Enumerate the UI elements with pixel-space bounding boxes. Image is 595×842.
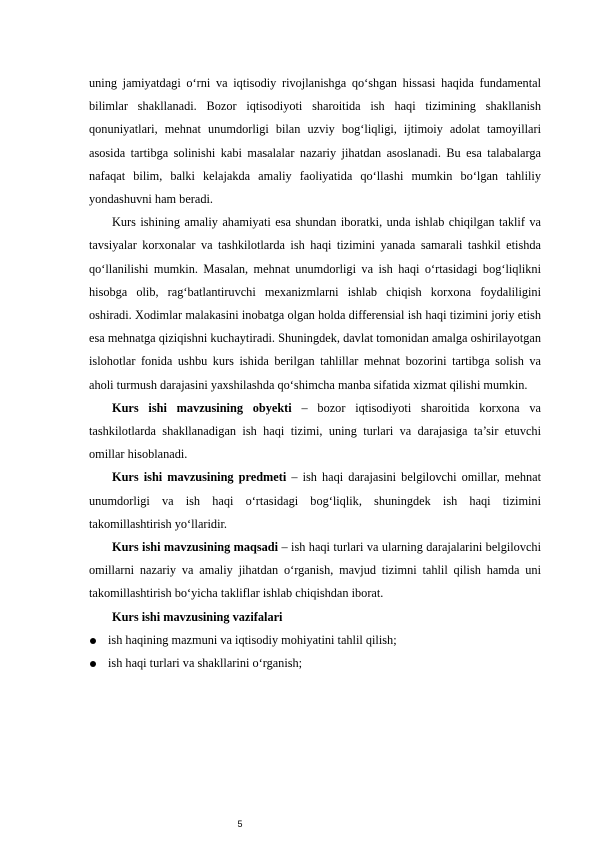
purpose-label: Kurs ishi mavzusining maqsadi: [112, 540, 279, 555]
list-item: [89, 629, 541, 652]
object-label: Kurs ishi mavzusining obyekti: [112, 400, 292, 415]
paragraph-practical-significance: Kurs ishining amaliy ahamiyati esa shundan iboratki, unda ishlab chiqilgan taklif va tavsiyalar korxonalar va tashkilotlarda ish haqi tizimini yanada samarali tashkil etishda qo‘llanilishi mumkin. Masalan, mehnat unumdorligi va ish haqi o‘rtasidagi bog‘liqlikni hisobga olib, rag‘batlantiruvchi mexanizmlarni ishlab chiqish korxona foydaliligini oshiradi. Xodimlar malakasini inobatga olgan holda differensial ish haqi tizimini joriy etish esa mehnatga qiziqishni kuchaytiradi. Shuningdek, davlat tomonidan amalga oshirilayotgan islohotlar fonida ushbu kurs ishida berilgan tahlillar mehnat bozorini tartibga solish va aholi turmush darajasini yaxshilashda qo‘shimcha manba sifatida xizmat qilishi mumkin.: [89, 215, 541, 392]
tasks-heading: Kurs ishi mavzusining vazifalari: [112, 609, 283, 624]
tasks-list: [89, 629, 541, 675]
list-item-text: ish haqining mazmuni va iqtisodiy mohiyatini tahlil qilish;: [108, 632, 397, 647]
paragraph-subject: [89, 466, 541, 536]
page-number: 5: [237, 819, 243, 829]
paragraph-purpose: [89, 536, 541, 606]
bullet-icon: [90, 661, 96, 667]
paragraph-object: [89, 397, 541, 467]
object-text: – bozor iqtisodiyoti sharoitida korxona va tashkilotlarda shakllanadigan ish haqi tizimi, uning turlari va darajasiga ta’sir etuvchi omillar hisoblanadi.: [89, 400, 541, 462]
list-item: [89, 652, 541, 675]
subject-label: Kurs ishi mavzusining predmeti: [112, 470, 287, 485]
document-body: [89, 72, 541, 675]
paragraph-continuation: uning jamiyatdagi o‘rni va iqtisodiy rivojlanishga qo‘shgan hissasi haqida fundamental bilimlar shakllanadi. Bozor iqtisodiyoti sharoitida ish haqi tizimining shakllanish qonuniyatlari, mehnat unumdorligi bilan uzviy bog‘liqligi, ijtimoiy adolat tamoyillari asosida tartibga solinishi kabi masalalar nazariy jihatdan asoslanadi. Bu esa talabalarga nafaqat bilim, balki kelajakda amaliy faoliyatida qo‘llashi mumkin bo‘lgan tahliliy yondashuvni ham beradi.: [89, 76, 541, 207]
bullet-icon: [90, 638, 96, 644]
list-item-text: ish haqi turlari va shakllarini o‘rganish;: [108, 656, 303, 671]
purpose-text: – ish haqi turlari va ularning darajalarini belgilovchi omillarni nazariy va amaliy jihatdan o‘rganish, mavjud tizimni tahlil qilish hamda uni takomillashtirish bo‘yicha takliflar ishlab chiqishdan iborat.: [89, 540, 541, 601]
subject-text: – ish haqi darajasini belgilovchi omillar, mehnat unumdorligi va ish haqi o‘rtasidagi bog‘liqlik, shuningdek ish haqi tizimini takomillashtirish yo‘llaridir.: [89, 470, 541, 531]
